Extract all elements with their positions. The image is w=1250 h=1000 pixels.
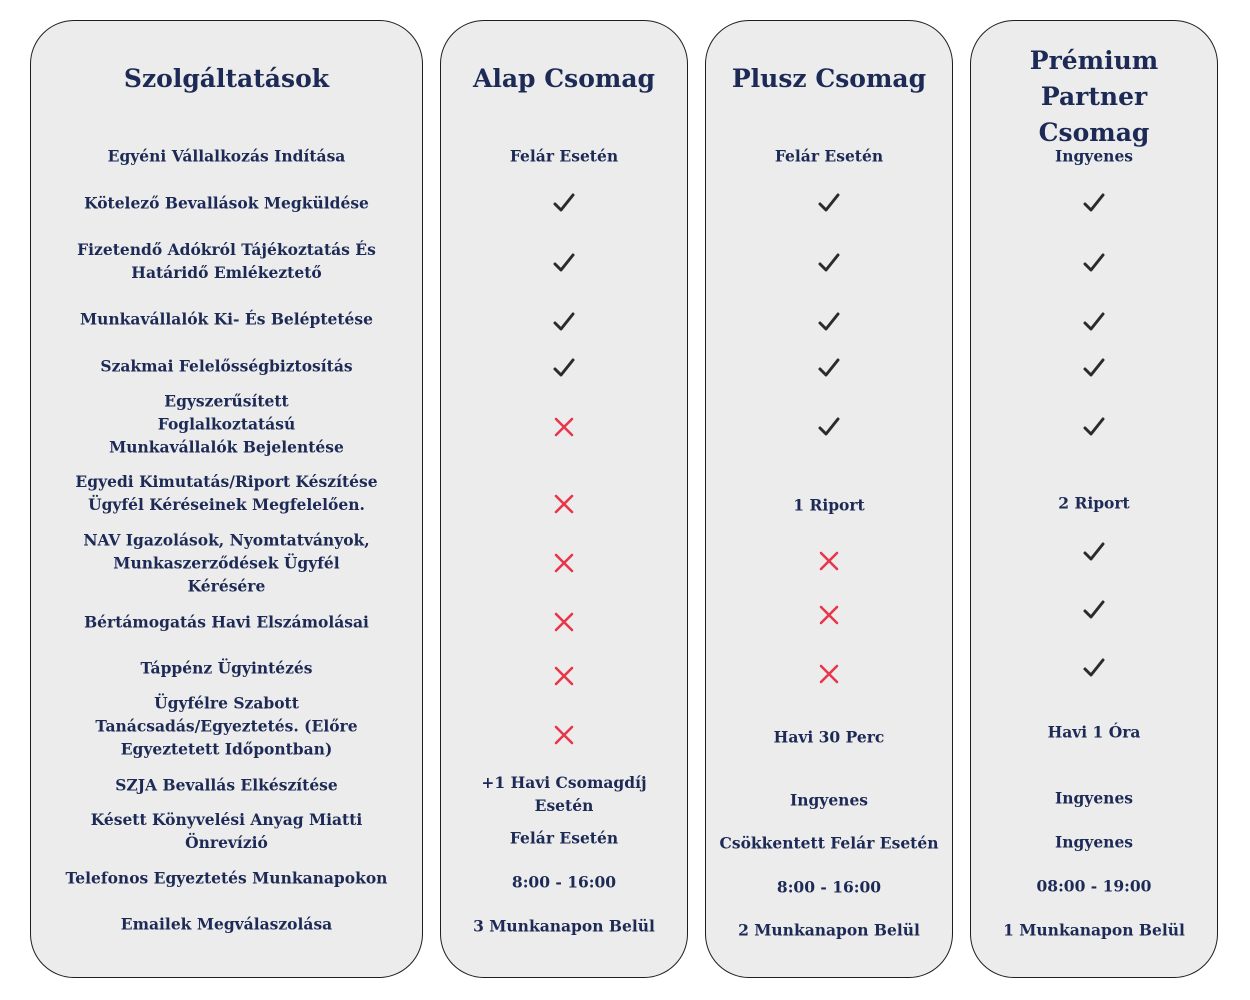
- check-icon: [1081, 355, 1107, 381]
- package-cell: +1 Havi Csomagdíj Esetén: [481, 773, 647, 815]
- service-row: Ügyfélre Szabott Tanácsadás/Egyeztetés. (Előre Egyeztetett Időpontban): [95, 693, 358, 759]
- package-cell: Felár Esetén: [774, 146, 884, 166]
- service-row: Egyszerűsített Foglalkoztatású Munkavállalók Bejelentése: [109, 391, 344, 457]
- package-cell: 3 Munkanapon Belül: [473, 916, 655, 936]
- package-cell: Havi 30 Perc: [773, 727, 885, 747]
- package-cell: Ingyenes: [1054, 146, 1134, 166]
- package-cell: Ingyenes: [1054, 832, 1134, 852]
- package-column-alap: [440, 20, 688, 978]
- check-icon: [551, 309, 577, 335]
- service-row: Késett Könyvelési Anyag Miatti Önrevízió: [90, 810, 363, 852]
- service-row: Szakmai Felelősségbiztosítás: [100, 356, 353, 376]
- service-row: Bértámogatás Havi Elszámolásai: [84, 612, 369, 632]
- check-icon: [816, 414, 842, 440]
- cross-icon: [816, 548, 842, 574]
- package-cell: 2 Riport: [1058, 493, 1130, 513]
- package-cell: Ingyenes: [789, 790, 869, 810]
- service-row: Fizetendő Adókról Tájékoztatás És Határidő Emlékeztető: [77, 240, 376, 282]
- services-title: Szolgáltatások: [123, 64, 330, 93]
- package-cell: Havi 1 Óra: [1047, 722, 1141, 742]
- service-row: Munkavállalók Ki- És Beléptetése: [79, 309, 374, 329]
- check-icon: [1081, 414, 1107, 440]
- cross-icon: [551, 722, 577, 748]
- service-row: NAV Igazolások, Nyomtatványok, Munkaszerződések Ügyfél Kérésére: [83, 530, 370, 596]
- service-row: SZJA Bevallás Elkészítése: [115, 775, 338, 795]
- package-cell: 1 Munkanapon Belül: [1003, 920, 1185, 940]
- package-cell: 8:00 - 16:00: [511, 872, 617, 892]
- check-icon: [816, 309, 842, 335]
- package-cell: 2 Munkanapon Belül: [738, 920, 920, 940]
- check-icon: [816, 355, 842, 381]
- check-icon: [551, 190, 577, 216]
- package-column-premium: [970, 20, 1218, 978]
- service-row: Telefonos Egyeztetés Munkanapokon: [65, 868, 388, 888]
- package-cell: 08:00 - 19:00: [1036, 876, 1152, 896]
- package-cell: Felár Esetén: [509, 828, 619, 848]
- service-row: Egyedi Kimutatás/Riport Készítése Ügyfél Kéréseinek Megfelelően.: [75, 472, 378, 514]
- package-cell: Felár Esetén: [509, 146, 619, 166]
- cross-icon: [551, 491, 577, 517]
- check-icon: [816, 190, 842, 216]
- service-row: Kötelező Bevallások Megküldése: [84, 193, 369, 213]
- package-title: Alap Csomag: [472, 64, 656, 93]
- check-icon: [816, 250, 842, 276]
- cross-icon: [551, 609, 577, 635]
- cross-icon: [551, 550, 577, 576]
- service-row: Emailek Megválaszolása: [120, 914, 333, 934]
- service-row: Táppénz Ügyintézés: [140, 658, 313, 678]
- cross-icon: [816, 661, 842, 687]
- package-title: Plusz Csomag: [731, 64, 927, 93]
- check-icon: [551, 250, 577, 276]
- check-icon: [551, 355, 577, 381]
- check-icon: [1081, 597, 1107, 623]
- check-icon: [1081, 655, 1107, 681]
- package-column-plusz: [705, 20, 953, 978]
- package-cell: Ingyenes: [1054, 788, 1134, 808]
- package-cell: 8:00 - 16:00: [776, 877, 882, 897]
- cross-icon: [551, 414, 577, 440]
- package-cell: 1 Riport: [793, 495, 865, 515]
- check-icon: [1081, 250, 1107, 276]
- cross-icon: [551, 663, 577, 689]
- services-column: [30, 20, 423, 978]
- check-icon: [1081, 309, 1107, 335]
- check-icon: [1081, 190, 1107, 216]
- package-cell: Csökkentett Felár Esetén: [719, 833, 939, 853]
- cross-icon: [816, 602, 842, 628]
- package-title: Prémium Partner Csomag: [1029, 46, 1159, 147]
- check-icon: [1081, 539, 1107, 565]
- service-row: Egyéni Vállalkozás Indítása: [107, 146, 346, 166]
